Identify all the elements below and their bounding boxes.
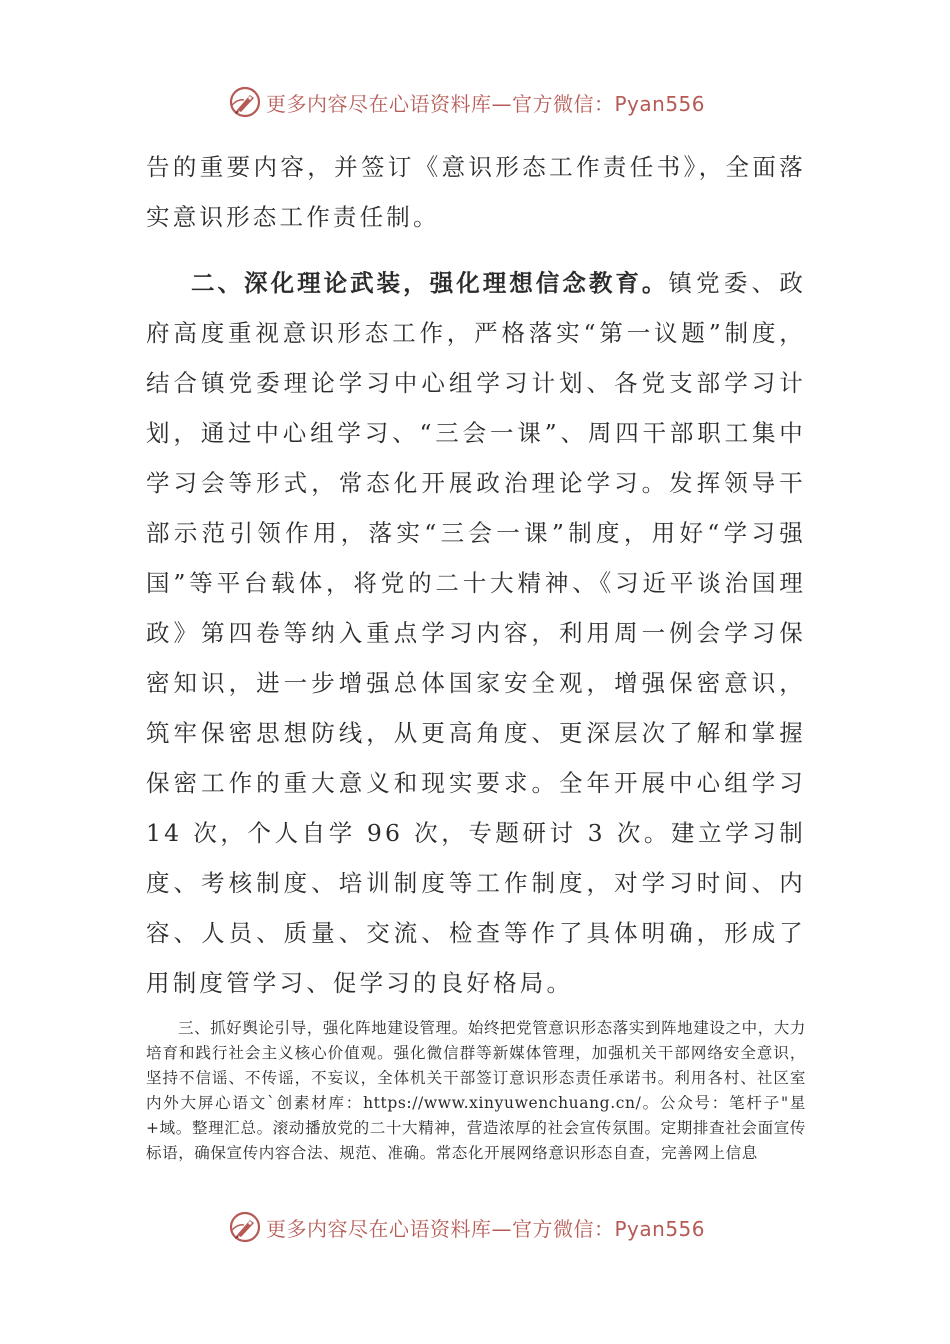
footer-banner — [228, 1209, 705, 1245]
section-two-body: 镇党委、政府高度重视意识形态工作，严格落实“第一议题”制度，结合镇党委理论学习中心组学习计划、各党支部学习计划，通过中心组学习、“三会一课”、周四干部职工集中学习会等形式，常态化开展政治理论学习。发挥领导干部示范引领作用，落实“三会一课”制度，用好“学习强国”等平台载体，将党的二十大精神、《习近平谈治国理政》第四卷等纳入重点学习内容，利用周一例会学习保密知识，进一步增强总体国家安全观，增强保密意识，筑牢保密思想防线，从更高角度、更深层次了解和掌握保密工作的重大意义和现实要求。全年开展中心组学习 14 次，个人自学 96 次，专题研讨 3 次。建立学习制度、考核制度、培训制度等工作制度，对学习时间、内容、人员、质量、交流、检查等作了具体明确，形成了用制度管学习、促学习的良好格局。 — [146, 269, 807, 997]
pen-nib-icon — [228, 85, 262, 119]
header-banner — [228, 84, 705, 120]
section-three-paragraph: 三、抓好舆论引导，强化阵地建设管理。始终把党管意识形态落实到阵地建设之中，大力培育和践行社会主义核心价值观。强化微信群等新媒体管理，加强机关干部网络安全意识，坚持不信谣、不传谣，不妄议，全体机关干部签订意识形态责任承诺书。利用各村、社区室内外大屏心语文`创素材库：https://www.xinyuwenchuang.cn/。公众号：笔杆子"星+域。整理汇总。滚动播放党的二十大精神，营造浓厚的社会宣传氛围。定期排查社会面宣传标语，确保宣传内容合法、规范、准确。常态化开展网络意识形态自查，完善网上信息 — [146, 1019, 806, 1162]
pen-nib-icon — [228, 1210, 262, 1244]
footer-banner-text: 更多内容尽在心语资料库—官方微信：Pyan556 — [266, 1216, 706, 1241]
paragraph-continued: 告的重要内容，并签订《意识形态工作责任书》，全面落实意识形态工作责任制。 — [146, 153, 806, 231]
header-banner-text: 更多内容尽在心语资料库—官方微信：Pyan556 — [266, 91, 706, 116]
section-two-paragraph — [146, 258, 806, 1008]
section-two-heading: 二、深化理论武装，强化理想信念教育。 — [191, 269, 669, 297]
